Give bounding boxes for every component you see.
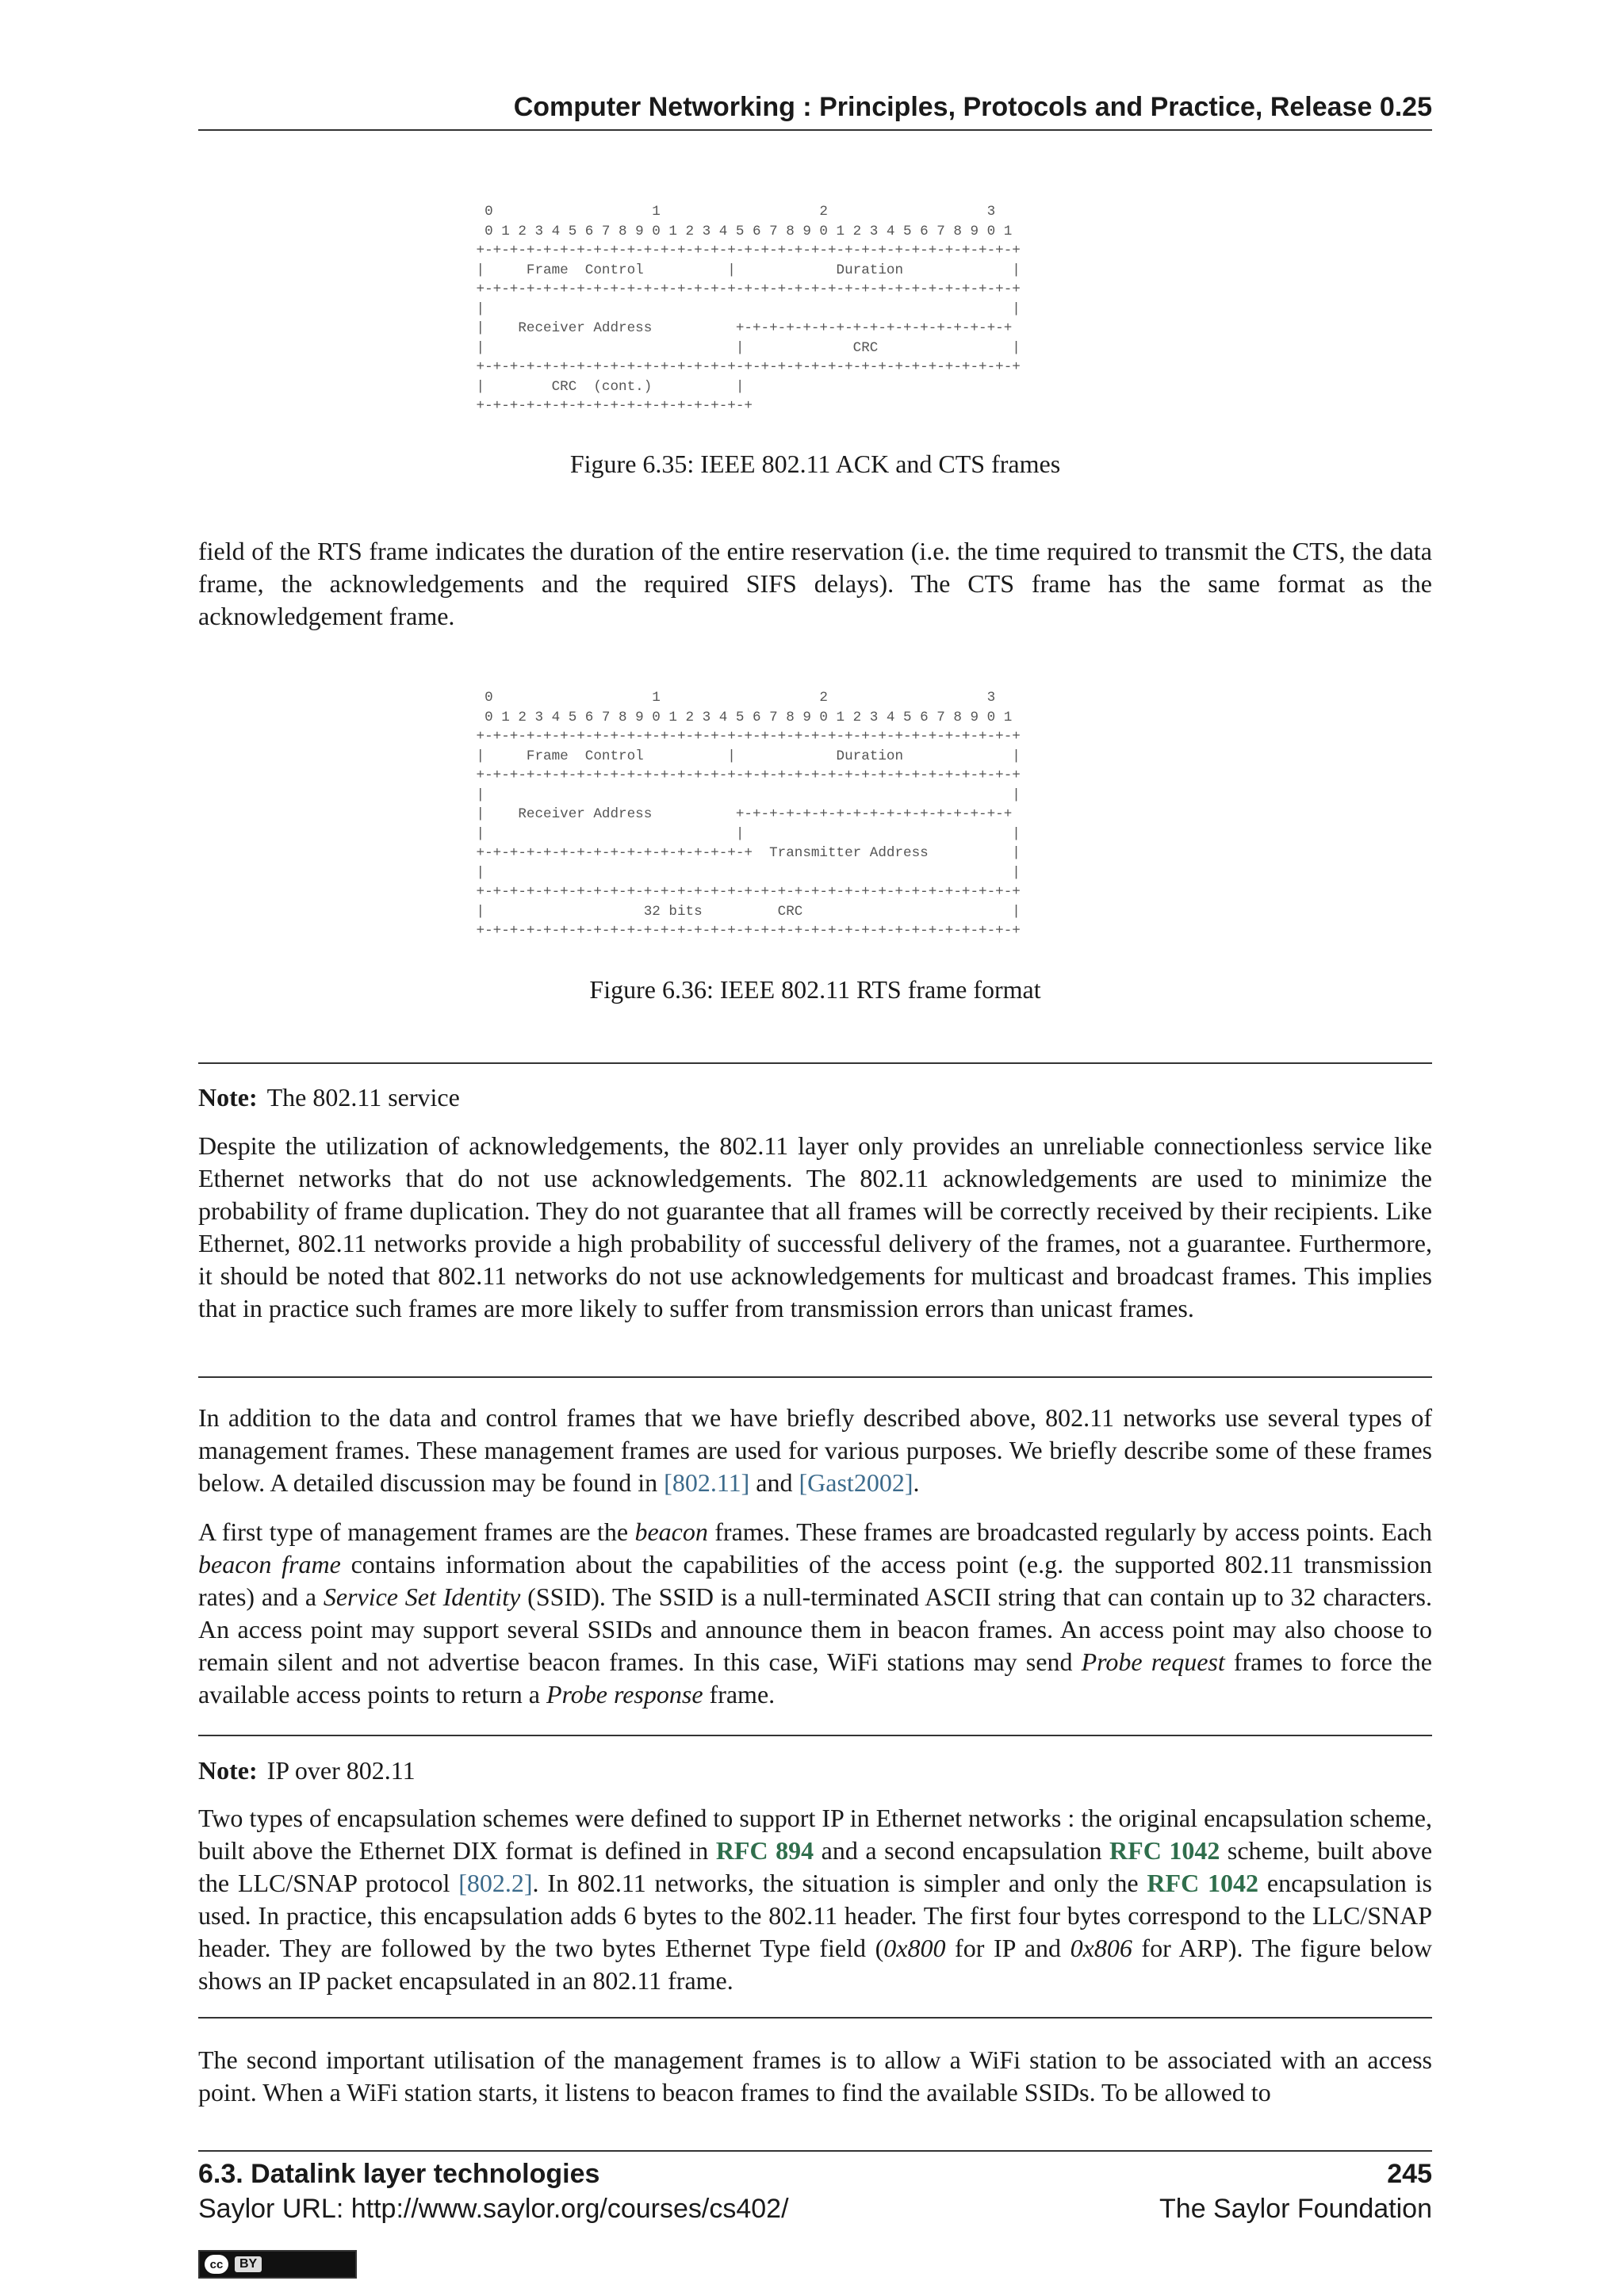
header-title: Computer Networking : Principles, Protocols and Practice, Release 0.25 [513,92,1432,122]
term-beacon: beacon [634,1517,708,1546]
figure-ack-cts [468,202,1071,416]
note-title: The 802.11 service [266,1083,460,1112]
footer-section-title: 6.3. Datalink layer technologies [198,2159,600,2189]
note-divider-bottom [198,1376,1432,1378]
paragraph-rts-duration: field of the RTS frame indicates the duration of the entire reservation (i.e. the time required to transmit the CTS, the data frame, the acknowledgements and the required SIFS delays). The CTS frame has the same format as the acknowledgement frame. [198,537,1432,630]
footer-url[interactable]: Saylor URL: http://www.saylor.org/courses/cs402/ [198,2194,789,2224]
cc-by-label: BY [235,2256,262,2272]
citation-link-802-2[interactable]: [802.2] [458,1869,533,1897]
citation-link-802-11[interactable]: [802.11] [664,1468,750,1497]
citation-link-gast2002[interactable]: [Gast2002] [799,1468,914,1497]
note2-title: IP over 802.11 [266,1756,416,1785]
figure-ack-cts-diagram: 0 1 2 3 0 1 2 3 4 5 6 7 8 9 0 1 2 3 4 5 6 7 8 9 0 1 2 3 4 5 6 7 8 9 0 1 +-+-+-+-+-+-+-+-+-+-+-+-+-+-+-+-+-+-+-+-+-+-+-+-+-+-+-+-+-+-+-+-+ | Frame Control | Duration | +-+-+-+-+-+-+-+-+-+-+-+-+-+-+-+-+-+-+-+-+-+-+-+-+-+-+-+-+-+-+-+-+ | | | Receiver Address +-+-+-+-+-+-+-+-+-+-+-+-+-+-+-+-+ | | CRC | +-+-+-+-+-+-+-+-+-+-+-+-+-+-+-+-+-+-+-+-+-+-+-+-+-+-+-+-+-+-+-+-+ | CRC (cont.) | +-+-+-+-+-+-+-+-+-+-+-+-+-+-+-+-+ [476,204,1021,414]
creative-commons-badge [198,2250,357,2279]
term-ssid: Service Set Identity [323,1582,521,1611]
paragraph-beacon-frames: A first type of management frames are the beacon frames. These frames are broadcasted regularly by access points. Each beacon frame contains information about the capabilities of the access point (e.g. the supported 802.11 transmission rates) and a Service Set Identity (SSID). The SSID is a null-terminated ASCII string that can contain up to 32 characters. An access point may support several SSIDs and announce them in beacon frames. An access point may also choose to remain silent and not advertise beacon frames. In this case, WiFi stations may send Probe request frames to force the available access points to return a Probe response frame. [198,1517,1433,1709]
note2-body: Two types of encapsulation schemes were defined to support IP in Ethernet networks : the original encapsulation scheme, built above the Ethernet DIX format is defined in RFC 894 and a second encapsulation RFC 1042 scheme, built above the LLC/SNAP protocol [802.2]. In 802.11 networks, the situation is simpler and only the RFC 1042 encapsulation is used. In practice, this encapsulation adds 6 bytes to the 802.11 header. The first four bytes correspond to the LLC/SNAP header. They are followed by the two bytes Ethernet Type field (0x800 for IP and 0x806 for ARP). The figure below shows an IP packet encapsulated in an 802.11 frame. [198,1804,1433,1995]
footer-source [198,2191,1432,2226]
footer-publisher: The Saylor Foundation [1159,2194,1432,2224]
note-label: Note: [198,1083,258,1112]
figure-caption-6-35: Figure 6.35: IEEE 802.11 ACK and CTS frames [569,450,1061,478]
rfc-1042-link[interactable]: RFC 1042 [1109,1836,1220,1865]
rfc-1042-link-2[interactable]: RFC 1042 [1147,1869,1259,1897]
term-probe-response: Probe response [546,1680,703,1709]
note-divider-top [198,1062,1432,1064]
note-heading [198,1081,460,1113]
note2-heading [198,1755,416,1786]
ethertype-ip: 0x800 [883,1934,946,1962]
note-body: Despite the utilization of acknowledgements, the 802.11 layer only provides an unreliable connectionless service like Ethernet networks that do not use acknowledgements. The 802.11 acknowledgements are used to minimize the probability of frame duplication. They do not guarantee that all frames will be correctly received by their recipients. Like Ethernet, 802.11 networks provide a high probability of successful delivery of the frames, not a guarantee. Furthermore, it should be noted that 802.11 networks do not use acknowledgements for multicast and broadcast frames. This implies that in practice such frames are more likely to suffer from transmission errors than unicast frames. [198,1131,1432,1322]
running-header [198,91,1432,131]
figure-rts-format-diagram: 0 1 2 3 0 1 2 3 4 5 6 7 8 9 0 1 2 3 4 5 6 7 8 9 0 1 2 3 4 5 6 7 8 9 0 1 +-+-+-+-+-+-+-+-+-+-+-+-+-+-+-+-+-+-+-+-+-+-+-+-+-+-+-+-+-+-+-+-+ | Frame Control | Duration | +-+-+-+-+-+-+-+-+-+-+-+-+-+-+-+-+-+-+-+-+-+-+-+-+-+-+-+-+-+-+-+-+ | | | Receiver Address +-+-+-+-+-+-+-+-+-+-+-+-+-+-+-+-+ | | | +-+-+-+-+-+-+-+-+-+-+-+-+-+-+-+-+ Transmitter Address | | | +-+-+-+-+-+-+-+-+-+-+-+-+-+-+-+-+-+-+-+-+-+-+-+-+-+-+-+-+-+-+-+-+ | 32 bits CRC | +-+-+-+-+-+-+-+-+-+-+-+-+-+-+-+-+-+-+-+-+-+-+-+-+-+-+-+-+-+-+-+-+ [476,690,1021,939]
term-beacon-frame: beacon frame [198,1550,341,1578]
cc-icon: cc [205,2255,228,2274]
rfc-894-link[interactable]: RFC 894 [715,1836,814,1865]
figure-caption-6-36: Figure 6.36: IEEE 802.11 RTS frame format [589,975,1041,1004]
figure-rts-format [468,688,1071,941]
term-probe-request: Probe request [1081,1647,1225,1676]
note2-divider-top [198,1735,1432,1736]
note2-divider-bottom [198,2017,1432,2019]
footer-section [198,2150,1432,2191]
page-number: 245 [1387,2159,1432,2189]
document-page [198,0,1432,2296]
paragraph-management-frames: In addition to the data and control frames that we have briefly described above, 802.11 networks use several types of management frames. These management frames are used for various purposes. We briefly describe some of these frames below. A detailed discussion may be found in [802.11] and [Gast2002]. [198,1403,1432,1497]
ethertype-arp: 0x806 [1070,1934,1132,1962]
paragraph-association: The second important utilisation of the management frames is to allow a WiFi station to be associated with an access point. When a WiFi station starts, it listens to beacon frames to find the available SSIDs. To be allowed to [198,2045,1432,2107]
note2-label: Note: [198,1756,258,1785]
